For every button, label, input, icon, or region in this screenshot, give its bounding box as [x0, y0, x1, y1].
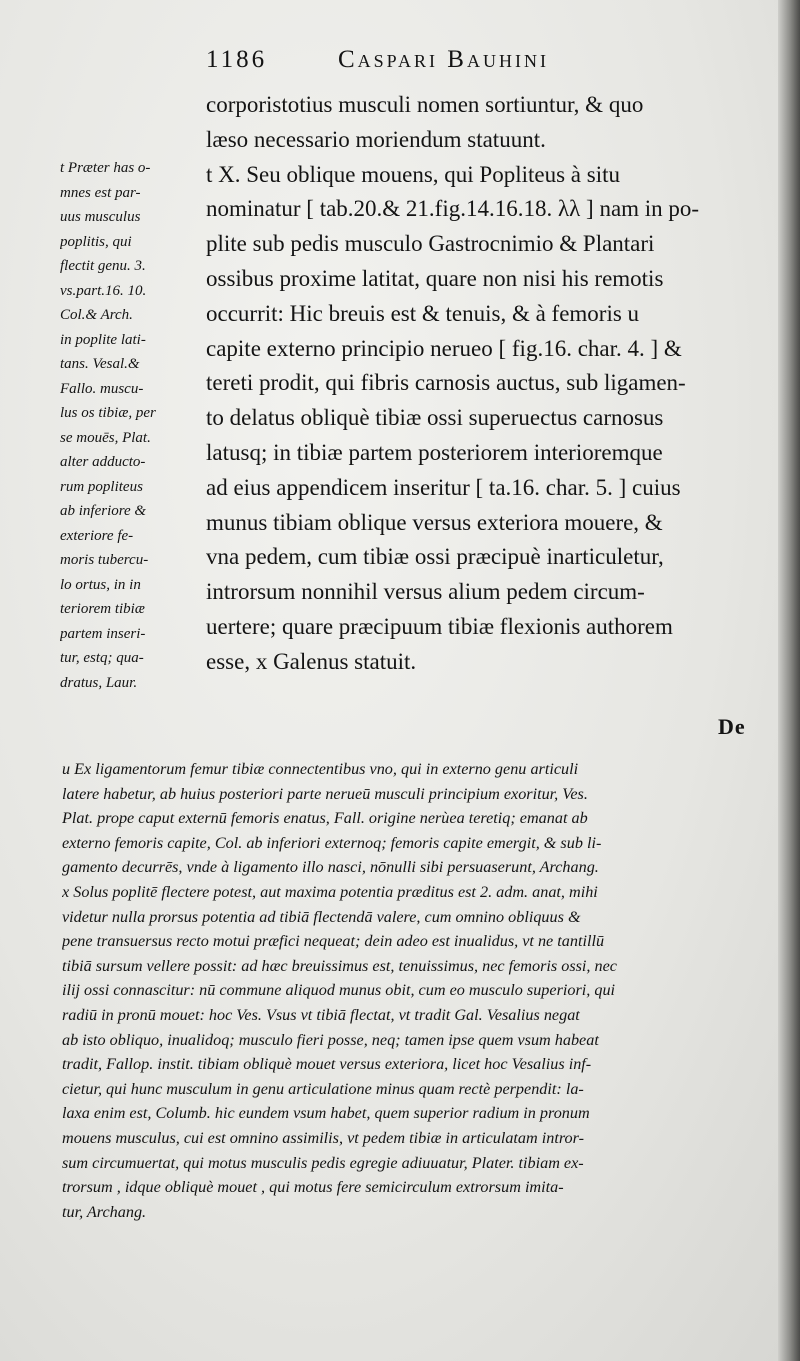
- margin-note-line: alter adducto-: [60, 454, 146, 470]
- main-text-line: occurrit: Hic breuis est & tenuis, & à femoris u: [206, 300, 640, 326]
- main-text-line: to delatus obliquè tibiæ ossi superuectus carnosus: [206, 405, 664, 431]
- margin-note-line: tur, estq; qua-: [60, 650, 144, 666]
- main-text-line: vna pedem, cum tibiæ ossi præcipuè inarticuletur,: [206, 544, 664, 570]
- main-text-line: tereti prodit, qui fibris carnosis auctus, sub ligamen-: [206, 370, 686, 396]
- margin-note-line: flectit genu. 3.: [60, 258, 146, 274]
- main-text-line: plite sub pedis musculo Gastrocnimio & Plantari: [206, 231, 655, 257]
- footnote-line: ilij ossi connascitur: nū commune aliquod munus obit, cum eo musculo superiori, qui: [62, 981, 616, 1000]
- margin-note-line: ab inferiore &: [60, 503, 147, 519]
- catchword: De: [718, 714, 746, 739]
- footnote-line: latere habetur, ab huius posteriori parte nerueū musculi principium exoritur, Ves.: [62, 784, 588, 803]
- main-text-line: introrsum nonnihil versus alium pedem circum-: [206, 579, 645, 605]
- margin-note-line: t Præter has o-: [60, 160, 151, 176]
- main-text-line: munus tibiam oblique versus exteriora mouere, &: [206, 509, 663, 535]
- margin-note-line: Col.& Arch.: [60, 307, 133, 323]
- main-text-line: capite externo principio nerueo [ fig.16. char. 4. ] &: [206, 335, 682, 361]
- margin-note-line: tans. Vesal.&: [60, 356, 140, 372]
- page-header: [206, 40, 766, 80]
- margin-note-line: poplitis, qui: [60, 233, 132, 250]
- footnote-line: externo femoris capite, Col. ab inferiori externoq; femoris capite emergit, & sub li-: [62, 833, 602, 852]
- footnote-line: gamento decurrēs, vnde à ligamento illo nasci, nōnulli sibi persuaserunt, Archang.: [62, 858, 599, 877]
- margin-note: [60, 156, 200, 695]
- running-head: Caspari Bauhini: [338, 46, 549, 73]
- margin-note-line: exteriore fe-: [60, 527, 134, 544]
- margin-note-line: partem inseri-: [60, 625, 146, 642]
- main-text-line: ad eius appendicem inseritur [ ta.16. char. 5. ] cuius: [206, 474, 681, 500]
- page-number: 1186: [206, 46, 268, 73]
- footnote-line: sum circumuertat, qui motus musculis pedis egregie adiuuatur, Plater. tibiam ex-: [62, 1153, 584, 1172]
- footnote-line: tur, Archang.: [62, 1202, 147, 1221]
- footnote-line: laxa enim est, Columb. hic eundem vsum habet, quem superior radium in pronum: [62, 1104, 590, 1123]
- footnote-line: u Ex ligamentorum femur tibiæ connectentibus vno, qui in externo genu articuli: [62, 760, 579, 778]
- margin-note-line: rum popliteus: [60, 478, 143, 495]
- margin-note-line: moris tubercu-: [60, 552, 149, 568]
- footnote-line: pene transuersus recto motui præfici nequeat; dein adeo est inualidus, vt ne tantillū: [62, 932, 605, 951]
- footnote-line: trorsum , idque obliquè mouet , qui motus fere semicirculum extrorsum imita-: [62, 1178, 564, 1197]
- main-text-line: latusq; in tibiæ partem posteriorem interioremque: [206, 439, 663, 465]
- main-text-line: corporistotius musculi nomen sortiuntur, & quo: [206, 92, 644, 117]
- margin-note-line: uus musculus: [60, 209, 141, 225]
- margin-note-line: Fallo. muscu-: [60, 380, 144, 397]
- footnote-line: Plat. prope caput externū femoris enatus, Fall. origine nerùea teretiq; emanat ab: [62, 809, 588, 828]
- footnote-line: mouens musculus, cui est omnino assimilis, vt pedem tibiæ in articulatam intror-: [62, 1128, 584, 1147]
- main-text-line: læso necessario moriendum statuunt.: [206, 126, 546, 152]
- footnote-line: tibiā sursum vellere possit: ad hæc breuissimus est, tenuissimus, nec femoris ossi, nec: [62, 956, 617, 975]
- main-text-block: [206, 88, 772, 680]
- footnote-line: ab isto obliquo, inualidoq; musculo fieri posse, neq; tamen ipse quem vsum habeat: [62, 1030, 599, 1049]
- margin-note-line: mnes est par-: [60, 184, 141, 201]
- main-text-line: nominatur [ tab.20.& 21.fig.14.16.18. λλ ] nam in po-: [206, 196, 700, 222]
- margin-note-line: teriorem tibiæ: [60, 601, 145, 617]
- main-text-line: t X. Seu oblique mouens, qui Popliteus à situ: [206, 161, 620, 187]
- margin-note-line: lus os tibiæ, per: [60, 405, 156, 421]
- main-text-line: uertere; quare præcipuum tibiæ flexionis authorem: [206, 613, 673, 639]
- footnotes-block: [62, 757, 766, 1224]
- footnote-line: videtur nulla prorsus potentia ad tibiā flectendā valere, cum omnino obliquus &: [62, 907, 581, 926]
- footnote-line: tradit, Fallop. instit. tibiam obliquè mouet versus exteriora, licet hoc Vesalius inf-: [62, 1055, 592, 1074]
- margin-note-line: se mouēs, Plat.: [60, 429, 151, 446]
- page-gutter-shadow: [778, 0, 800, 1361]
- main-text-line: ossibus proxime latitat, quare non nisi his remotis: [206, 265, 664, 291]
- margin-note-line: dratus, Laur.: [60, 674, 138, 691]
- footnote-line: radiū in pronū mouet: hoc Ves. Vsus vt tibiā flectat, vt tradit Gal. Vesalius negat: [62, 1005, 580, 1024]
- footnote-line: x Solus poplitē flectere potest, aut maxima potentia præditus est 2. adm. anat, mihi: [62, 882, 598, 901]
- footnote-line: cietur, qui hunc musculum in genu articulatione minus quam rectè perpendit: la-: [62, 1079, 584, 1098]
- margin-note-line: lo ortus, in in: [60, 576, 141, 593]
- main-text-line: esse, x Galenus statuit.: [206, 648, 417, 674]
- margin-note-line: in poplite lati-: [60, 331, 146, 348]
- margin-note-line: vs.part.16. 10.: [60, 282, 147, 299]
